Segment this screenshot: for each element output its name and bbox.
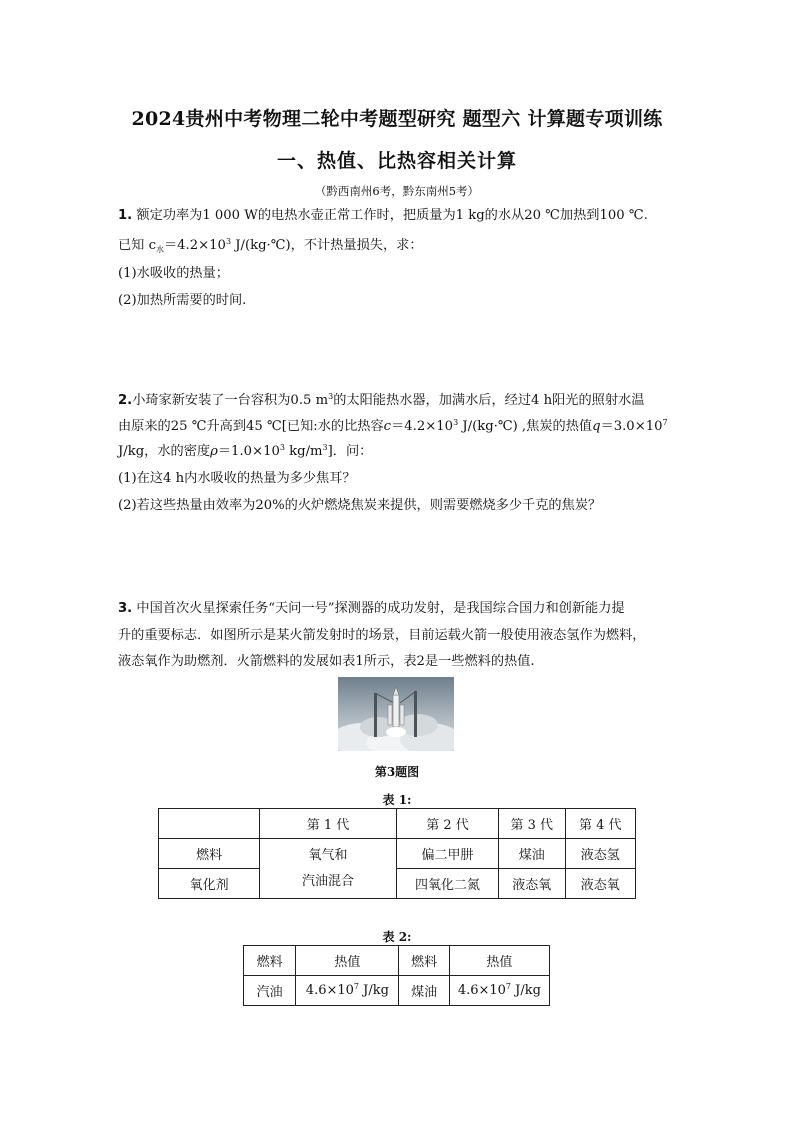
q1-text-2b: ＝4.2×10 [163,238,226,253]
q1-superscript: 3 [225,237,232,246]
table1-row-oxidizer [159,869,636,899]
table1-cell: 液态氧 [499,869,565,899]
q1-text-2c: J/(kg·℃)，不计热量损失，求： [231,238,423,253]
q3-line-1 [118,600,625,618]
q2-sup-4: 3 [279,443,285,452]
q1-text-1: 额定功率为1 000 W的电热水壶正常工作时，把质量为1 kg的水从20 ℃加热到100 ℃. [132,208,648,223]
table1-row-fuel [159,839,636,869]
table2-header-cell: 燃料 [244,946,296,976]
table2-fuel-cell: 煤油 [399,976,449,1006]
q3-number: 3. [118,601,133,616]
q2-sup-5: 3 [322,443,328,452]
q2-symbol-rho: ρ [210,444,218,459]
table1-header-cell [159,809,260,839]
q2-text-3b: ＝1.0×10 [217,444,280,459]
q2-number: 2. [118,393,133,408]
table2-row [244,976,550,1006]
table1-header-row [159,809,636,839]
table2 [243,945,550,1006]
table2-value-cell [449,976,549,1006]
q2-line-2 [118,418,668,436]
q2-text-2e: ＝3.0×10 [600,419,663,434]
table2-value-text: 4.6×10 [457,983,506,998]
table2-value-text: 4.6×10 [305,983,354,998]
table1-header-cell: 第 1 代 [260,809,397,839]
page-title: 2024贵州中考物理二轮中考题型研究 题型六 计算题专项训练 [131,108,663,130]
q1-text-2a: 已知 c [118,238,156,253]
table2-value-unit: J/kg [511,983,541,998]
q2-sup-3: 7 [662,418,668,427]
table1-cell: 煤油 [499,839,565,869]
table2-header-cell: 热值 [449,946,549,976]
table2-header-row [244,946,550,976]
table2-value-exponent: 7 [505,982,512,991]
q2-text-3a: J/kg，水的密度 [118,444,211,459]
table2-value-cell [296,976,399,1006]
q2-sup-1: 3 [328,392,334,401]
q3-line-2: 升的重要标志．如图所示是某火箭发射时的场景，目前运载火箭一般使用液态氢作为燃料， [118,628,646,643]
section-heading: 一、热值、比热容相关计算 [276,150,517,172]
table1-header-cell: 第 4 代 [565,809,635,839]
exam-source-note: （黔西南州6考，黔东南州5考） [314,184,480,198]
q1-number: 1. [118,208,133,223]
table1-cell: 偏二甲肼 [396,839,498,869]
table1-row-label: 燃料 [159,839,260,869]
table1-gen1-line: 汽油混合 [302,873,355,889]
q2-text-3c: kg/m [284,444,323,459]
q1-line-2 [118,237,423,255]
table1 [158,808,636,899]
table2-value-exponent: 7 [353,982,359,991]
table2-header-cell: 热值 [296,946,399,976]
q3-text-1: 中国首次火星探索任务“天问一号”探测器的成功发射，是我国综合国力和创新能力提 [132,601,625,616]
q2-sub-question-2: (2)若这些热量由效率为20%的火炉燃烧焦炭来提供，则需要燃烧多少千克的焦炭？ [118,498,602,513]
table1-row-label: 氧化剂 [159,869,260,899]
q1-sub-question-2: (2)加热所需要的时间. [118,293,247,308]
figure-caption: 第3题图 [374,765,420,779]
q2-sup-2: 3 [453,418,459,427]
table1-cell: 液态氢 [565,839,635,869]
table2-label: 表 2: [382,930,412,944]
q2-sub-question-1: (1)在这4 h内水吸收的热量为多少焦耳？ [118,471,356,486]
q2-text-1b: 的太阳能热水器，加满水后，经过4 h阳光的照射水温 [333,393,645,408]
table2-fuel-cell: 汽油 [244,976,296,1006]
q1-sub-question-1: (1)水吸收的热量； [118,266,229,281]
rocket-launch-photo [338,677,454,751]
table1-header-cell: 第 2 代 [396,809,498,839]
q1-subscript: 水 [155,245,164,254]
q2-symbol-q: q [592,419,601,434]
table2-value-unit: J/kg [359,983,389,998]
q2-text-2a: 由原来的25 ℃升高到45 ℃[已知:水的比热容 [118,419,384,434]
q2-text-3d: ]．问： [327,444,373,459]
q2-text-2b: ＝4.2×10 [391,419,454,434]
q2-line-1 [118,392,644,410]
q3-line-3: 液态氧作为助燃剂．火箭燃料的发展如表1所示，表2是一些燃料的热值. [118,654,535,669]
q2-line-3 [118,443,372,461]
table1-gen1-cell [260,839,397,899]
table1-cell: 四氧化二氮 [396,869,498,899]
table1-header-cell: 第 3 代 [499,809,565,839]
table2-header-cell: 燃料 [399,946,449,976]
table1-label: 表 1: [382,793,412,807]
q2-text-2d: J/(kg·℃) ,焦炭的热值 [458,419,593,434]
table1-cell: 液态氧 [565,869,635,899]
q1-line-1 [118,207,648,225]
table1-gen1-line: 氧气和 [308,847,348,863]
q2-symbol-c: c [383,419,392,434]
q2-text-1a: 小琦家新安装了一台容积为0.5 m [132,393,329,408]
